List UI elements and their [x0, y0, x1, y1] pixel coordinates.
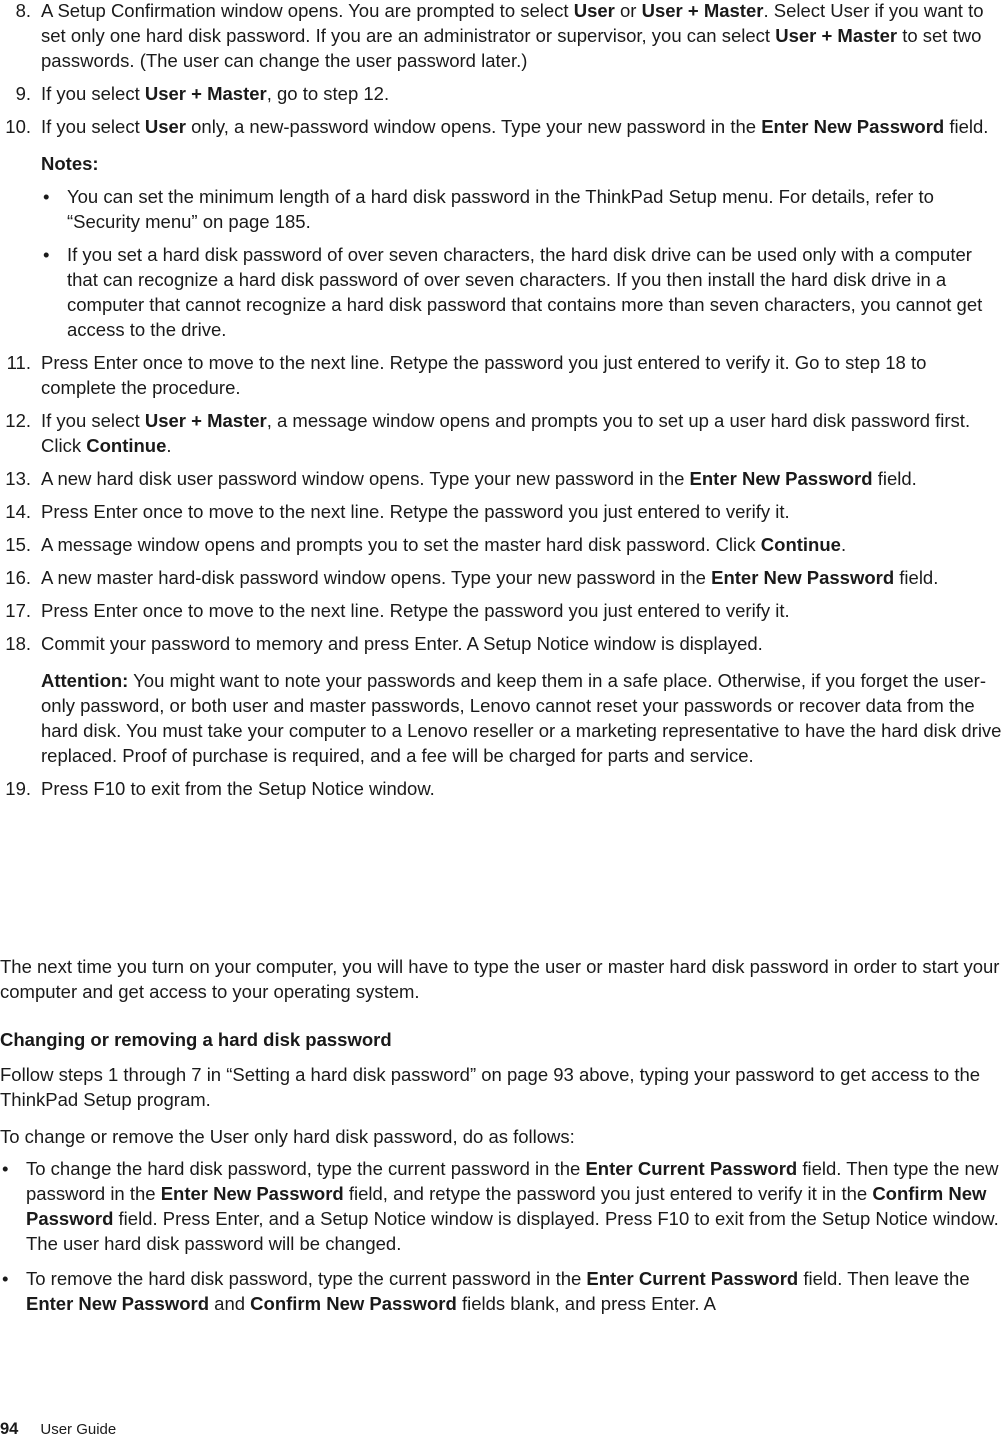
step-item — [0, 776, 1004, 801]
bold-term: User + Master — [144, 83, 267, 104]
closing-paragraph — [0, 954, 1004, 1004]
bullet-text — [26, 1156, 1004, 1256]
footer-title: User Guide — [40, 1421, 117, 1438]
note-text: You can set the minimum length of a hard disk password in the ThinkPad Setup menu. For details, refer to “Security menu” on page 185. — [67, 186, 934, 232]
bold-term: Enter New Password — [160, 1183, 344, 1204]
attention-label: Attention: — [41, 670, 129, 691]
after-steps-text: The next time you turn on your computer, you will have to type the user or master hard disk password in order to start your computer and get access to your operating system. — [0, 956, 1000, 1002]
text-run: A new master hard-disk password window opens. Type your new password in the — [41, 567, 712, 588]
step-item — [0, 598, 1004, 623]
section-heading: Changing or removing a hard disk password — [0, 1029, 392, 1050]
text-run: field. — [894, 567, 939, 588]
bullet-icon: • — [43, 186, 50, 207]
text-run: fields blank, and press Enter. A — [456, 1293, 716, 1314]
step-text — [41, 598, 1004, 623]
step-item — [0, 114, 1004, 342]
step-item — [0, 631, 1004, 768]
text-run: , go to step 12. — [266, 83, 390, 104]
step-number: 9. — [15, 83, 31, 104]
bullet-text — [26, 1266, 1004, 1316]
step-number: 19. — [5, 778, 31, 799]
text-run: Commit your password to memory and press Enter. A Setup Notice window is displayed. — [41, 633, 763, 654]
text-run: Press F10 to exit from the Setup Notice window. — [41, 778, 435, 799]
step-item — [0, 565, 1004, 590]
text-run: or — [614, 0, 642, 21]
page-number: 94 — [0, 1420, 19, 1438]
bold-term: Continue — [760, 534, 841, 555]
text-run: Press Enter once to move to the next line. Retype the password you just entered to verify it. Go to step 18 to complete the procedure. — [41, 352, 927, 398]
bullet-icon: • — [2, 1268, 9, 1289]
bold-term: User — [144, 116, 186, 137]
text-run: A message window opens and prompts you to set the master hard disk password. Click — [41, 534, 761, 555]
notes-heading: Notes: — [41, 153, 99, 174]
bold-term: Enter New Password — [689, 468, 873, 489]
text-run: . — [840, 534, 847, 555]
text-run: , a message window opens and prompts you to set up a user hard disk password first. Click — [41, 410, 971, 456]
step-number: 13. — [5, 468, 31, 489]
text-run: A Setup Confirmation window opens. You are prompted to select — [41, 0, 574, 21]
step-number: 17. — [5, 600, 31, 621]
text-run: . — [166, 435, 172, 456]
step-item — [0, 499, 1004, 524]
text-run: field. — [944, 116, 989, 137]
section-change-remove — [0, 1027, 1004, 1326]
section-bullet-item — [0, 1266, 1004, 1316]
page-footer — [0, 1418, 116, 1441]
bold-term: User + Master — [641, 0, 764, 21]
text-run: and — [209, 1293, 251, 1314]
bold-term: User — [573, 0, 615, 21]
section-bullet-item — [0, 1156, 1004, 1256]
step-text — [41, 466, 1004, 491]
step-item — [0, 408, 1004, 458]
step-number: 12. — [5, 410, 31, 431]
note-item — [41, 242, 1004, 342]
text-run: A new hard disk user password window opens. Type your new password in the — [41, 468, 690, 489]
step-text — [41, 408, 1004, 458]
bold-term: Continue — [86, 435, 167, 456]
step-text — [41, 0, 1004, 73]
step-text — [41, 350, 1004, 400]
step-text — [41, 81, 1004, 106]
text-run: field. Press Enter, and a Setup Notice window is displayed. Press F10 to exit from the Setup Notice window. The user hard disk password will be changed. — [26, 1208, 999, 1254]
bold-term: Enter New Password — [711, 567, 895, 588]
text-run: Press Enter once to move to the next line. Retype the password you just entered to verify it. — [41, 600, 790, 621]
bold-term: Confirm New Password — [250, 1293, 457, 1314]
step-text — [41, 631, 1004, 656]
step-number: 11. — [6, 352, 31, 373]
text-run: If you select — [41, 116, 145, 137]
step-number: 14. — [5, 501, 31, 522]
step-item — [0, 0, 1004, 73]
bold-term: Enter Current Password — [585, 1158, 798, 1179]
bold-term: User + Master — [144, 410, 267, 431]
text-run: field. Then leave the — [798, 1268, 970, 1289]
text-run: If you select — [41, 83, 145, 104]
text-run: field. — [872, 468, 917, 489]
notes-list — [41, 184, 1004, 342]
text-run: Press Enter once to move to the next line. Retype the password you just entered to verify it. — [41, 501, 790, 522]
bold-term: Confirm New Password — [26, 1183, 987, 1229]
step-number: 15. — [5, 534, 31, 555]
step-number: 8. — [15, 0, 31, 21]
bold-term: Enter New Password — [761, 116, 945, 137]
step-item — [0, 81, 1004, 106]
text-run: If you select — [41, 410, 145, 431]
bullet-icon: • — [43, 244, 50, 265]
step-text — [41, 776, 1004, 801]
attention-note — [41, 668, 1004, 768]
note-text: If you set a hard disk password of over seven characters, the hard disk drive can be used only with a computer that can recognize a hard disk password of over seven characters. If you then install the hard disk drive in a computer that cannot recognize a hard disk password that contains more than seven characters, you cannot get access to the drive. — [67, 244, 983, 340]
text-run: . Select User if you want to set only one hard disk password. If you are an administrator or supervisor, you can select — [41, 0, 984, 46]
text-run: to set two passwords. (The user can change the user password later.) — [41, 25, 982, 71]
step-item — [0, 350, 1004, 400]
text-run: field, and retype the password you just entered to verify it in the — [343, 1183, 873, 1204]
step-text — [41, 532, 1004, 557]
step-text — [41, 565, 1004, 590]
text-run: To remove the hard disk password, type the current password in the — [26, 1268, 587, 1289]
text-run: field. Then type the new password in the — [26, 1158, 999, 1204]
section-lead: To change or remove the User only hard disk password, do as follows: — [0, 1126, 575, 1147]
section-intro: Follow steps 1 through 7 in “Setting a hard disk password” on page 93 above, typing your password to get access to the ThinkPad Setup program. — [0, 1064, 981, 1110]
step-text — [41, 499, 1004, 524]
section-bullet-list — [0, 1156, 1004, 1316]
attention-text: You might want to note your passwords and keep them in a safe place. Otherwise, if you forget the user-only password, or both user and master passwords, Lenovo cannot reset your passwords or recover data from the hard disk. You must take your computer to a Lenovo reseller or a marketing representative to have the hard disk drive replaced. Proof of purchase is required, and a fee will be charged for parts and service. — [41, 670, 1002, 766]
step-number: 10. — [5, 116, 31, 137]
bold-term: Enter Current Password — [586, 1268, 799, 1289]
bold-term: User + Master — [775, 25, 898, 46]
note-item — [41, 184, 1004, 234]
step-number: 18. — [5, 633, 31, 654]
step-item — [0, 532, 1004, 557]
step-text — [41, 114, 1004, 139]
text-run: only, a new-password window opens. Type your new password in the — [186, 116, 762, 137]
step-item — [0, 466, 1004, 491]
bold-term: Enter New Password — [26, 1293, 210, 1314]
text-run: To change the hard disk password, type the current password in the — [26, 1158, 586, 1179]
step-number: 16. — [5, 567, 31, 588]
bullet-icon: • — [2, 1158, 9, 1179]
